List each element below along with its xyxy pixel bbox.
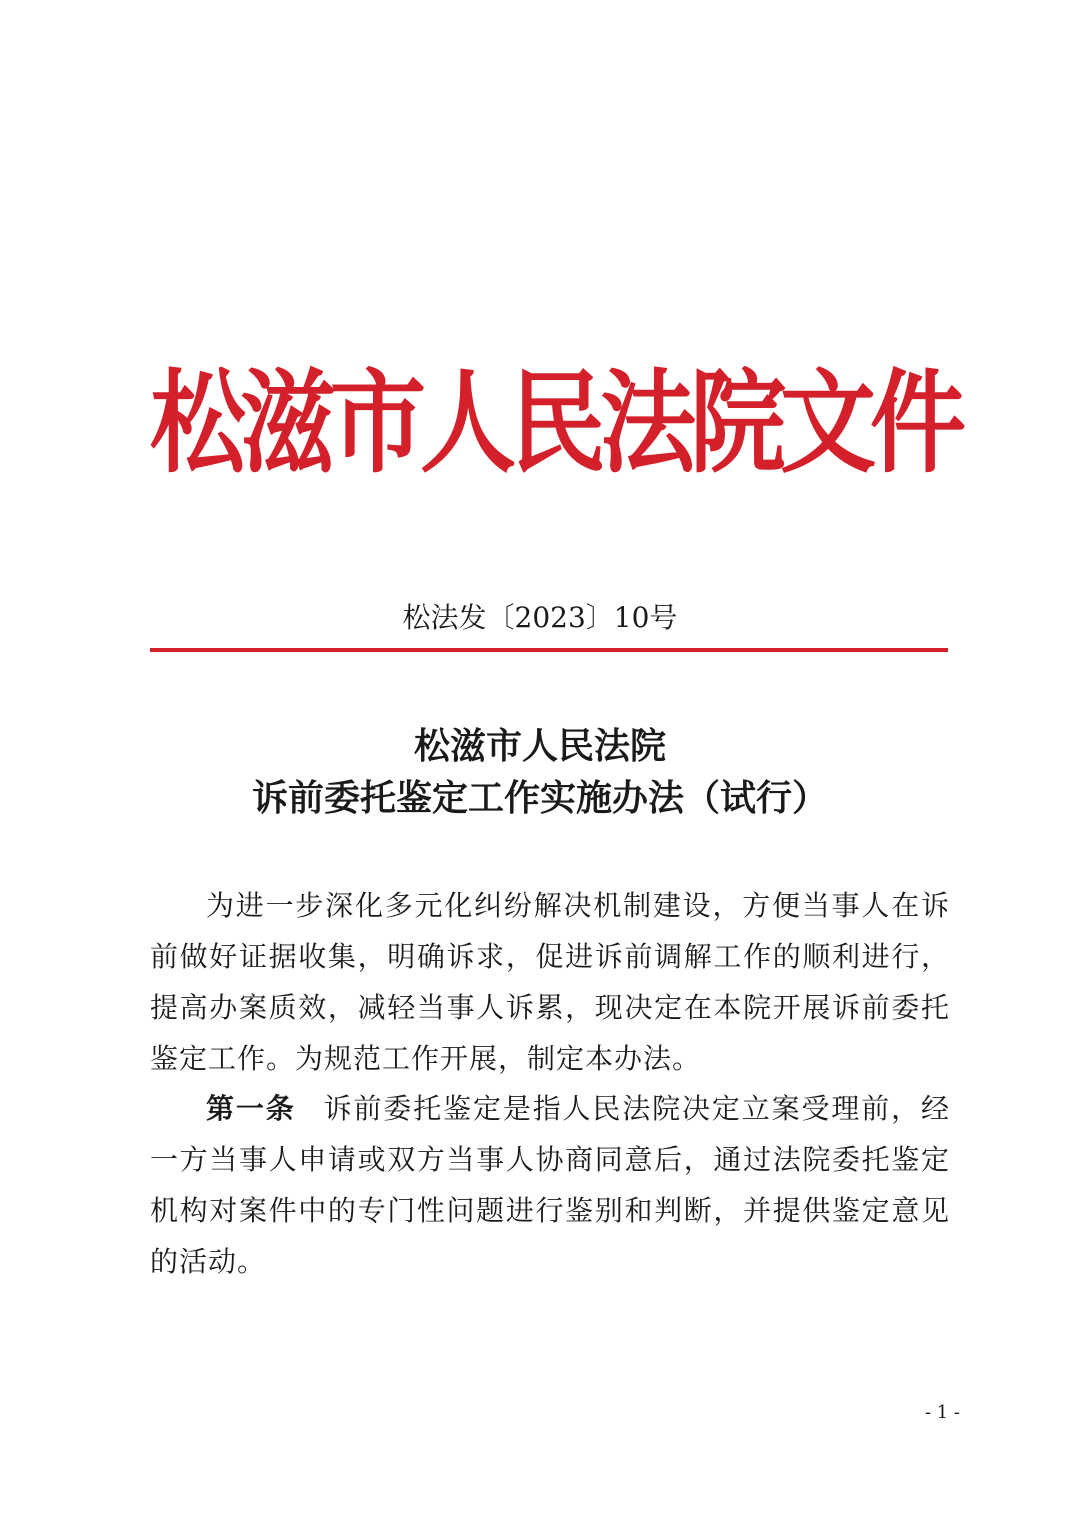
article-1-text: 诉前委托鉴定是指人民法院决定立案受理前，经一方当事人申请或双方当事人协商同意后，通过法院委托鉴定机构对案件中的专门性问题进行鉴别和判断，并提供鉴定意见的活动。 xyxy=(150,1092,950,1278)
article-1-paragraph xyxy=(150,1083,950,1287)
title-line-1: 松滋市人民法院 xyxy=(413,725,666,767)
preamble-block xyxy=(150,880,950,1084)
masthead-title: 松滋市人民法院文件 xyxy=(150,357,960,489)
title-line-2: 诉前委托鉴定工作实施办法（试行） xyxy=(251,777,828,819)
article-1-label: 第一条 xyxy=(206,1092,296,1125)
document-number: 松法发〔2023〕10号 xyxy=(402,601,678,634)
page-number: - 1 - xyxy=(924,1402,960,1423)
preamble-paragraph: 为进一步深化多元化纠纷解决机制建设，方便当事人在诉前做好证据收集，明确诉求，促进诉前调解工作的顺利进行，提高办案质效，减轻当事人诉累，现决定在本院开展诉前委托鉴定工作。为规范工作开展，制定本办法。 xyxy=(150,889,950,1075)
red-divider xyxy=(150,648,948,652)
article-1-block xyxy=(150,1083,950,1287)
